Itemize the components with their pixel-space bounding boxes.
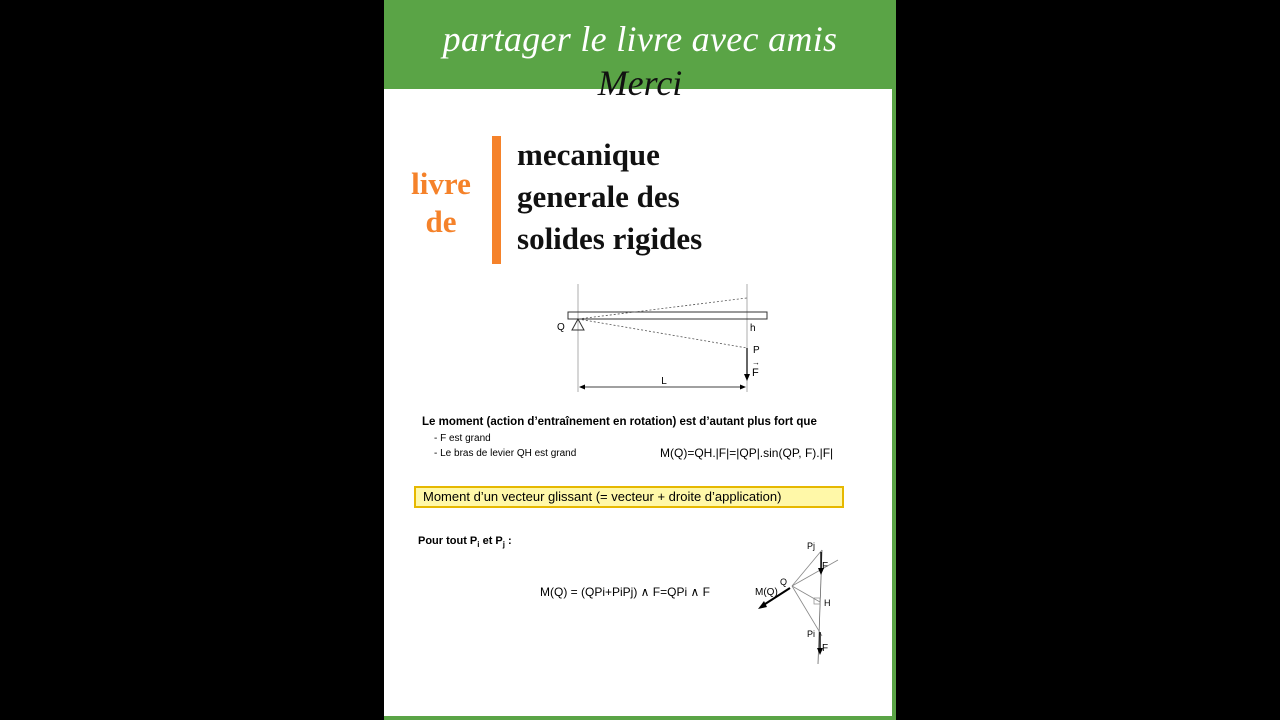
for-all-prefix: Pour tout P [418, 535, 478, 547]
label-pi: Pi [807, 629, 816, 639]
label-f: F [752, 367, 759, 379]
moment-arrowhead [758, 601, 767, 609]
book-title [517, 134, 887, 260]
for-all-statement [418, 535, 512, 549]
qh-perpendicular [792, 586, 820, 602]
label-f-bottom: F [822, 643, 829, 654]
banner-message: partager le livre avec amis [442, 19, 838, 59]
for-all-sub-i: i [477, 540, 480, 550]
green-border-right [892, 89, 896, 720]
green-border-bottom [384, 716, 896, 720]
moment-heading: Le moment (action d’entraînement en rotation) est d’autant plus fort que [422, 416, 817, 428]
sliding-vector-formula: M(Q) = (QPi+PiPj) ∧ F=QPi ∧ F [540, 585, 710, 599]
bullet-force-large: - F est grand [434, 433, 491, 444]
lever-beam [568, 312, 767, 319]
label-h: h [750, 323, 756, 334]
lever-diagram [552, 280, 772, 396]
book-cover-page [384, 0, 896, 720]
label-pj: Pj [807, 541, 816, 551]
label-l: L [661, 376, 667, 387]
title-accent-bar [492, 136, 501, 264]
label-mq: M(Q) [755, 587, 778, 598]
for-all-suffix: : [504, 535, 512, 547]
qpj-line [792, 550, 822, 586]
length-arrowhead-right [740, 385, 746, 390]
book-prefix-line1: livre [411, 166, 471, 201]
length-arrowhead-left [579, 385, 585, 390]
moment-formula: M(Q)=QH.|F|=|QP|.sin(QP, F).|F| [660, 446, 834, 460]
book-prefix [392, 165, 490, 241]
book-title-line2: generale des [517, 179, 680, 214]
highlight-box: Moment d’un vecteur glissant (= vecteur + droite d’application) [414, 486, 844, 508]
banner [384, 0, 896, 103]
label-p: P [753, 345, 760, 356]
book-title-line1: mecanique [517, 137, 660, 172]
banner-thanks: Merci [597, 63, 683, 103]
bullet-lever-arm-large: - Le bras de levier QH est grand [434, 448, 577, 459]
label-f-vector-mark: → [752, 358, 760, 367]
for-all-mid: et P [479, 535, 503, 547]
deflection-line-up [578, 298, 747, 319]
book-prefix-line2: de [425, 204, 457, 239]
label-h: H [824, 598, 831, 608]
sliding-vector-diagram [750, 536, 874, 666]
force-arrowhead [744, 374, 750, 381]
qh-line [792, 560, 838, 586]
label-q: Q [780, 577, 788, 587]
for-all-sub-j: j [502, 540, 505, 550]
label-q: Q [557, 322, 565, 333]
deflection-line-down [578, 319, 747, 348]
label-f-top: F [822, 561, 829, 572]
book-title-line3: solides rigides [517, 221, 703, 256]
